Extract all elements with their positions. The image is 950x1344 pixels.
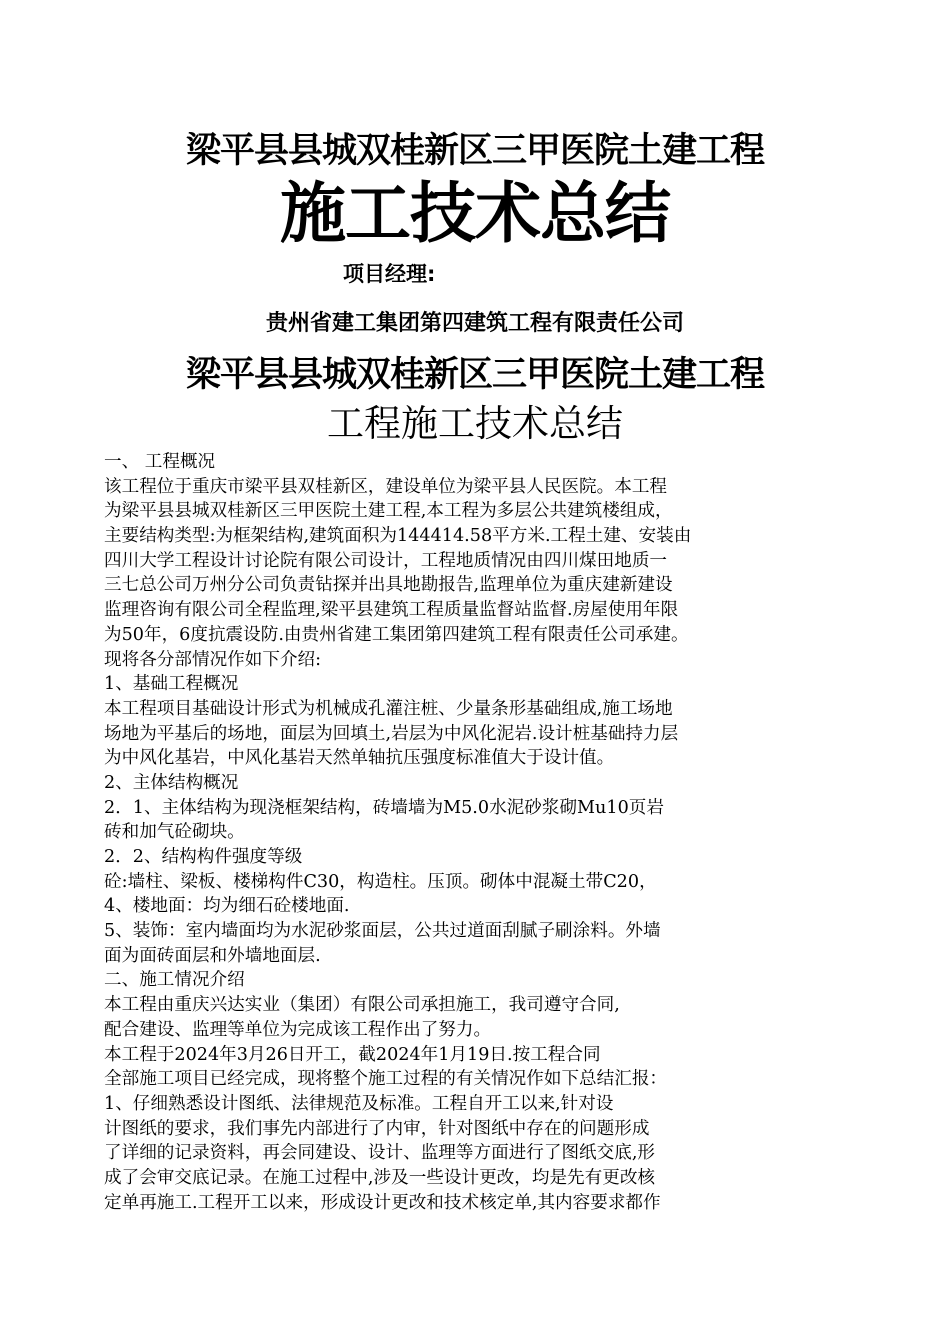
text-line: 砖和加气砼砌块。 [104,822,245,843]
text-line: 四川大学工程设计讨论院有限公司设计，工程地质情况由四川煤田地质一 [104,550,668,571]
text-line: 砼:墙柱、梁板、楼梯构件C30，构造柱。压顶。砌体中混凝土带C20， [104,871,657,892]
text-line: 监理咨询有限公司全程监理,梁平县建筑工程质量监督站监督.房屋使用年限 [104,600,679,621]
section-title-line2: 工程施工技术总结 [327,402,623,445]
text-line: 本工程由重庆兴达实业（集团）有限公司承担施工，我司遵守合同, [104,995,620,1016]
text-line: 全部施工项目已经完成，现将整个施工过程的有关情况作如下总结汇报： [104,1069,668,1090]
text-line: 4、楼地面：均为细石砼楼地面. [104,896,350,917]
text-line: 本工程项目基础设计形式为机械成孔灌注桩、少量条形基础组成,施工场地 [104,698,673,719]
project-manager-label: 项目经理: [343,262,436,286]
text-line: 配合建设、监理等单位为完成该工程作出了努力。 [104,1019,492,1040]
text-line: 定单再施工.工程开工以来，形成设计更改和技术核定单,其内容要求都作 [104,1192,661,1213]
text-line: 2、主体结构概况 [104,772,239,793]
text-line: 为50年，6度抗震设防.由贵州省建工集团第四建筑工程有限责任公司承建。 [104,624,689,645]
text-line: 本工程于2024年3月26日开工，截2024年1月19日.按工程合同 [104,1044,601,1065]
cover-title-line1: 梁平县县城双桂新区三甲医院土建工程 [185,131,764,171]
text-line: 成了会审交底记录。在施工过程中,涉及一些设计更改，均是先有更改核 [104,1167,656,1188]
text-line: 为中风化基岩，中风化基岩天然单轴抗压强度标准值大于设计值。 [104,748,615,769]
section-title-line1: 梁平县县城双桂新区三甲医院土建工程 [185,355,764,395]
text-line: 5、装饰：室内墙面均为水泥砂浆面层，公共过道面刮腻子刷涂料。外墙 [104,921,661,942]
text-line: 1、基础工程概况 [104,674,239,695]
body-text [104,450,844,1215]
text-line: 一、 工程概况 [104,452,216,472]
text-line: 主要结构类型:为框架结构,建筑面积为144414.58平方米.工程土建、安装由 [104,526,692,547]
text-line: 面为面砖面层和外墙地面层. [104,945,321,966]
text-line: 2．2、结构构件强度等级 [104,847,303,867]
text-line: 了详细的记录资料，再会同建设、设计、监理等方面进行了图纸交底,形 [104,1143,656,1164]
text-line: 二、施工情况介绍 [104,970,245,991]
text-line: 场地为平基后的场地，面层为回填土,岩层为中风化泥岩.设计桩基础持力层 [104,723,679,744]
text-line: 2．1、主体结构为现浇框架结构，砖墙墙为M5.0水泥砂浆砌Mu10页岩 [104,797,664,818]
company-name: 贵州省建工集团第四建筑工程有限责任公司 [265,311,684,336]
text-line: 现将各分部情况作如下介绍: [104,649,322,670]
text-line: 为梁平县县城双桂新区三甲医院土建工程,本工程为多层公共建筑楼组成， [104,501,673,522]
text-line: 计图纸的要求，我们事先内部进行了内审，针对图纸中存在的问题形成 [104,1118,650,1139]
text-line: 1、仔细熟悉设计图纸、法律规范及标准。工程自开工以来,针对设 [104,1093,614,1114]
text-line: 三七总公司万州分公司负责钻探并出具地勘报告,监理单位为重庆建新建设 [104,575,673,596]
text-line: 该工程位于重庆市梁平县双桂新区，建设单位为梁平县人民医院。本工程 [104,476,668,497]
cover-title-line2: 施工技术总结 [280,175,670,252]
